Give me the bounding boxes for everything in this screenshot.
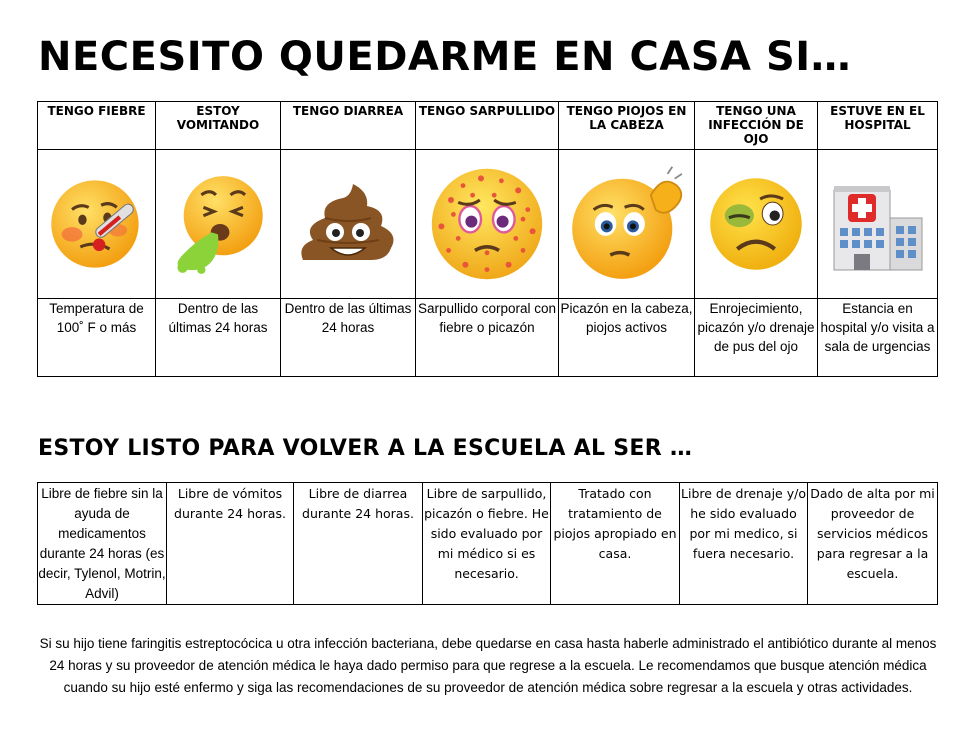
return-eye-infection: Libre de drenaje y/o he sido evaluado por mi medico, si fuera necesario. <box>680 483 808 605</box>
desc-hospital: Estancia en hospital y/o visita a sala de urgencias <box>818 299 938 377</box>
header-eye-infection: TENGO UNA INFECCIÓN DE OJO <box>695 102 818 150</box>
eye-infection-face-icon <box>704 172 808 276</box>
return-rash: Libre de sarpullido, picazón o fiebre. He sido evaluado por mi médico si es necesario. <box>423 483 551 605</box>
header-vomiting: ESTOY VOMITANDO <box>156 102 281 150</box>
footer-note: Si su hijo tiene faringitis estreptocócica u otra infección bacteriana, debe quedarse en casa hasta haberle administrado el antibiótico durante al menos 24 horas y su proveedor de atención médica le haya dado permiso para que regrese a la escuela. Le recomendamos que busque atención médica cuando su hijo esté enfermo y siga las recomendaciones de su proveedor de atención médica sobre regresar a la escuela y otras actividades. <box>39 636 937 695</box>
rash-cell <box>416 150 559 299</box>
header-lice: TENGO PIOJOS EN LA CABEZA <box>559 102 695 150</box>
header-hospital: ESTUVE EN EL HOSPITAL <box>818 102 938 150</box>
hospital-cell <box>818 150 938 299</box>
return-vomiting: Libre de vómitos durante 24 horas. <box>167 483 294 605</box>
fever-cell <box>38 150 156 299</box>
diarrhea-cell <box>281 150 416 299</box>
fever-face-icon <box>45 172 149 276</box>
return-fever: Libre de fiebre sin la ayuda de medicamentos durante 24 horas (es decir, Tylenol, Motrin, Advil) <box>38 483 167 605</box>
vomiting-face-icon <box>166 172 270 276</box>
section-title-return: ESTOY LISTO PARA VOLVER A LA ESCUELA AL SER … <box>38 436 693 461</box>
header-fever: TENGO FIEBRE <box>38 102 156 150</box>
scratching-head-face-icon <box>565 164 689 284</box>
stay-home-table <box>37 101 938 377</box>
return-hospital: Dado de alta por mi proveedor de servicios médicos para regresar a la escuela. <box>808 483 938 605</box>
header-rash: TENGO SARPULLIDO <box>416 102 559 150</box>
poop-icon <box>293 172 403 276</box>
lice-cell <box>559 150 695 299</box>
hospital-icon <box>828 174 928 274</box>
vomiting-cell <box>156 150 281 299</box>
desc-eye-infection: Enrojecimiento, picazón y/o drenaje de pus del ojo <box>695 299 818 377</box>
desc-vomiting: Dentro de las últimas 24 horas <box>156 299 281 377</box>
rash-face-icon <box>427 164 547 284</box>
return-to-school-table <box>37 482 938 605</box>
header-diarrhea: TENGO DIARREA <box>281 102 416 150</box>
return-diarrhea: Libre de diarrea durante 24 horas. <box>294 483 423 605</box>
desc-diarrhea: Dentro de las últimas 24 horas <box>281 299 416 377</box>
desc-fever: Temperatura de 100˚ F o más <box>38 299 156 377</box>
page-title: NECESITO QUEDARME EN CASA SI… <box>38 34 852 80</box>
eye-infection-cell <box>695 150 818 299</box>
desc-lice: Picazón en la cabeza, piojos activos <box>559 299 695 377</box>
return-lice: Tratado con tratamiento de piojos apropiado en casa. <box>551 483 680 605</box>
desc-rash: Sarpullido corporal con fiebre o picazón <box>416 299 559 377</box>
